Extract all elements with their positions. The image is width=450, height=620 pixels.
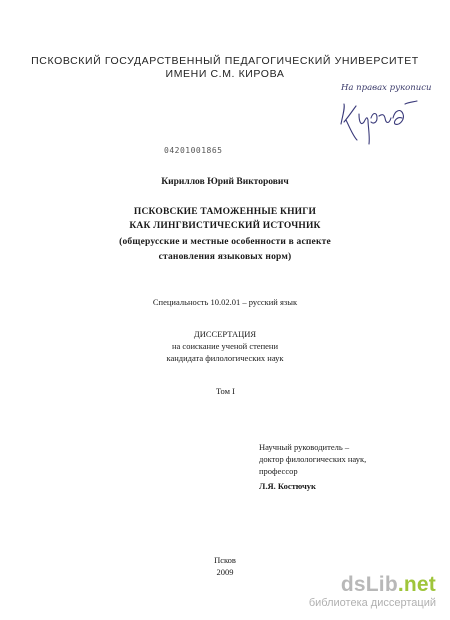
university-name-line2: ИМЕНИ С.М. КИРОВА [165,68,285,80]
volume-label: Том I [216,386,235,396]
supervisor-name: Л.Я. Костючук [259,481,316,491]
specialty: Специальность 10.02.01 – русский язык [152,297,298,307]
supervisor-line2: доктор филологических наук, [259,454,367,464]
dissertation-title-line1: ПСКОВСКИЕ ТАМОЖЕННЫЕ КНИГИ [133,207,317,217]
watermark [309,574,436,610]
dissertation-title-line2: КАК ЛИНГВИСТИЧЕСКИЙ ИСТОЧНИК [129,221,321,231]
degree-line2: кандидата филологических наук [166,353,284,363]
university-name-line1: ПСКОВСКИЙ ГОСУДАРСТВЕННЫЙ ПЕДАГОГИЧЕСКИЙ УНИВЕРСИТЕТ [31,55,419,67]
catalog-number: 04201001865 [164,146,223,155]
signature [335,96,420,146]
supervisor-line1: Научный руководитель – [259,442,350,452]
dissertation-heading: ДИССЕРТАЦИЯ [193,329,257,339]
manuscript-note: На правах рукописи [341,83,432,93]
city: Псков [214,555,236,565]
degree-line1: на соискание ученой степени [171,341,278,351]
watermark-logo-tld: .net [397,573,436,596]
watermark-logo [309,574,436,596]
dissertation-subtitle-line2: становления языковых норм) [158,252,292,262]
dissertation-subtitle-line1: (общерусские и местные особенности в аспекте [119,237,331,247]
watermark-logo-main: dsLib [340,573,398,596]
watermark-tagline: библиотека диссертаций [308,597,436,609]
supervisor-line3: профессор [259,466,298,476]
year: 2009 [216,567,234,577]
author-name: Кириллов Юрий Викторович [161,177,289,187]
